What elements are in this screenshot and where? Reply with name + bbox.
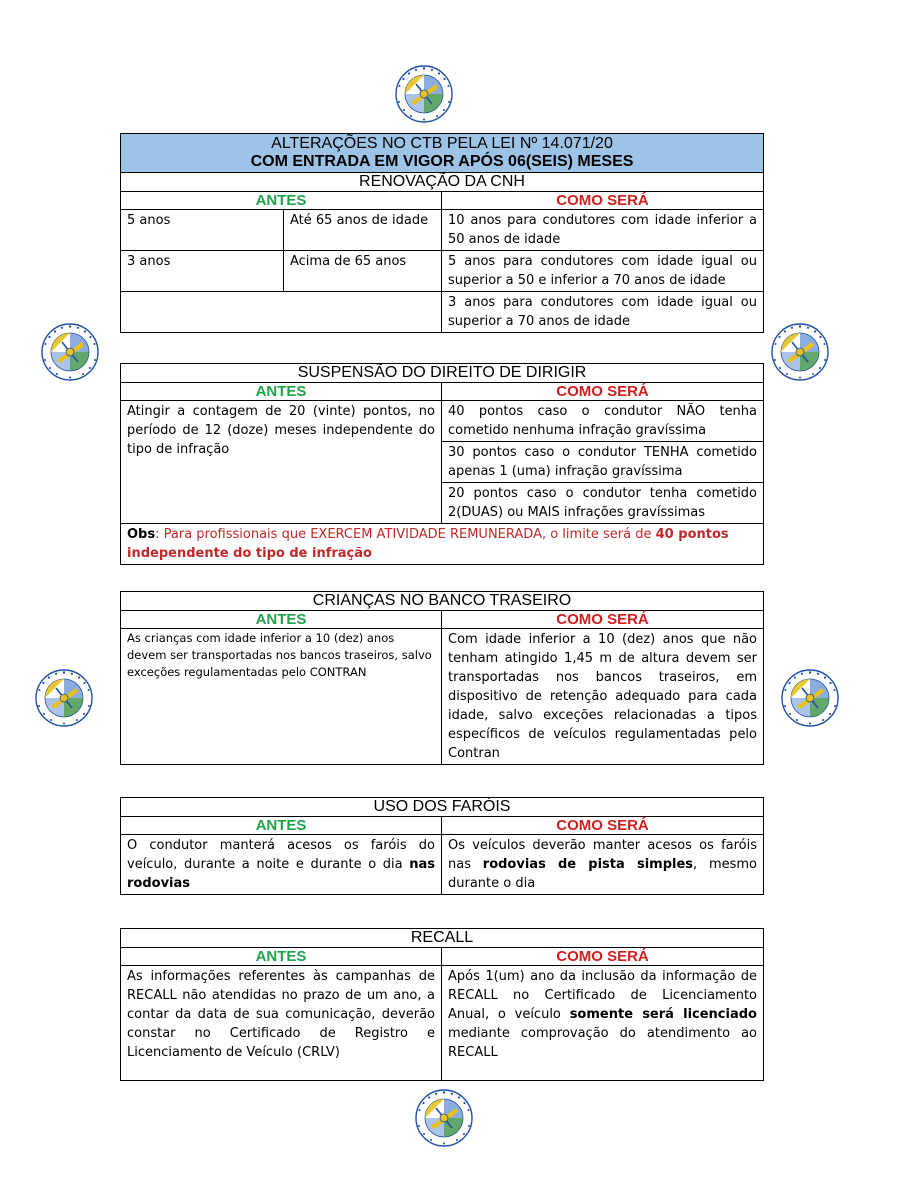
renovacao-table: [120, 133, 764, 333]
obs-note: [121, 524, 764, 565]
como-label: COMO SERÁ: [442, 817, 764, 835]
como-text-post: , mesmo durante o dia: [448, 857, 758, 891]
section-title-recall: RECALL: [121, 929, 764, 948]
antes-label: ANTES: [121, 192, 442, 210]
como-label: COMO SERÁ: [442, 611, 764, 629]
seal-top: [394, 64, 454, 124]
suspensao-table: [120, 363, 764, 565]
section-title-renovacao: RENOVAÇÃO DA CNH: [121, 173, 764, 192]
seal-bottom: [414, 1088, 474, 1148]
section-title-suspensao: SUSPENSÃO DO DIREITO DE DIRIGIR: [121, 364, 764, 383]
union-seal-icon: [40, 322, 100, 382]
table-row: [121, 401, 764, 442]
seal-right-1: [770, 322, 830, 382]
table-row: [121, 966, 764, 1081]
antes-text: As crianças com idade inferior a 10 (dez) anos devem ser transportadas nos bancos traseiros, salvo exceções regulamentadas pelo CONTRAN: [121, 629, 442, 765]
document-header: [121, 134, 764, 173]
union-seal-icon: [394, 64, 454, 124]
como-text-post: mediante comprovação do atendimento ao RECALL: [448, 1026, 757, 1060]
table-row: [121, 251, 764, 292]
obs-label: Obs: [127, 527, 156, 542]
como-label: COMO SERÁ: [442, 383, 764, 401]
como-rule: 20 pontos caso o condutor tenha cometido 2(DUAS) ou MAIS infrações gravíssimas: [442, 483, 764, 524]
table-row: [121, 835, 764, 895]
header-line-2: COM ENTRADA EM VIGOR APÓS 06(SEIS) MESES: [250, 153, 634, 170]
criancas-table: [120, 591, 764, 765]
antes-age: Acima de 65 anos: [284, 251, 442, 292]
antes-text: Atingir a contagem de 20 (vinte) pontos, no período de 12 (doze) meses independente do tipo de infração: [121, 401, 442, 524]
union-seal-icon: [770, 322, 830, 382]
como-text-bold: somente será licenciado: [569, 1007, 757, 1022]
section-title-criancas: CRIANÇAS NO BANCO TRASEIRO: [121, 592, 764, 611]
como-rule: 10 anos para condutores com idade inferior a 50 anos de idade: [442, 210, 764, 251]
antes-age: Até 65 anos de idade: [284, 210, 442, 251]
union-seal-icon: [780, 668, 840, 728]
como-text-bold: rodovias de pista simples: [482, 857, 694, 872]
recall-table: [120, 928, 764, 1081]
table-row: [121, 292, 764, 333]
seal-left-1: [40, 322, 100, 382]
como-rule: 3 anos para condutores com idade igual ou superior a 70 anos de idade: [442, 292, 764, 333]
antes-label: ANTES: [121, 817, 442, 835]
seal-right-2: [780, 668, 840, 728]
empty-cell: [121, 292, 442, 333]
como-text-pre: Os veículos deverão manter acesos os faróis nas: [448, 838, 758, 872]
section-title-farois: USO DOS FARÓIS: [121, 798, 764, 817]
table-row: [121, 629, 764, 765]
antes-text-pre: O condutor manterá acesos os faróis do veículo, durante a noite e durante o dia: [127, 838, 435, 872]
antes-text: [121, 835, 442, 895]
como-rule: 5 anos para condutores com idade igual ou superior a 50 e inferior a 70 anos de idade: [442, 251, 764, 292]
antes-duration: 5 anos: [121, 210, 284, 251]
seal-left-2: [34, 668, 94, 728]
header-line-1: ALTERAÇÕES NO CTB PELA LEI Nº 14.071/20: [271, 135, 613, 152]
como-label: COMO SERÁ: [442, 948, 764, 966]
como-text: [442, 835, 764, 895]
antes-label: ANTES: [121, 948, 442, 966]
como-text: Com idade inferior a 10 (dez) anos que não tenham atingido 1,45 m de altura devem ser transportadas nos bancos traseiros, em dispositivo de retenção adequado para cada idade, salvo exceções relacionadas a tipos específicos de veículos regulamentadas pelo Contran: [442, 629, 764, 765]
antes-text-bold: nas rodovias: [127, 857, 435, 891]
table-row: [121, 210, 764, 251]
antes-label: ANTES: [121, 611, 442, 629]
como-text: [442, 966, 764, 1081]
antes-duration: 3 anos: [121, 251, 284, 292]
antes-text: As informações referentes às campanhas de RECALL não atendidas no prazo de um ano, a contar da data de sua comunicação, deverão constar no Certificado de Registro e Licenciamento de Veículo (CRLV): [121, 966, 442, 1081]
farois-table: [120, 797, 764, 895]
union-seal-icon: [414, 1088, 474, 1148]
como-text-pre: Após 1(um) ano da inclusão da informação de RECALL no Certificado de Licenciamento Anual, o veículo: [448, 969, 757, 1022]
obs-text: : Para profissionais que EXERCEM ATIVIDADE REMUNERADA, o limite será de: [155, 527, 656, 542]
union-seal-icon: [34, 668, 94, 728]
como-rule: 40 pontos caso o condutor NÃO tenha cometido nenhuma infração gravíssima: [442, 401, 764, 442]
como-label: COMO SERÁ: [442, 192, 764, 210]
obs-bold: 40 pontos independente do tipo de infração: [127, 527, 729, 561]
como-rule: 30 pontos caso o condutor TENHA cometido apenas 1 (uma) infração gravíssima: [442, 442, 764, 483]
antes-label: ANTES: [121, 383, 442, 401]
